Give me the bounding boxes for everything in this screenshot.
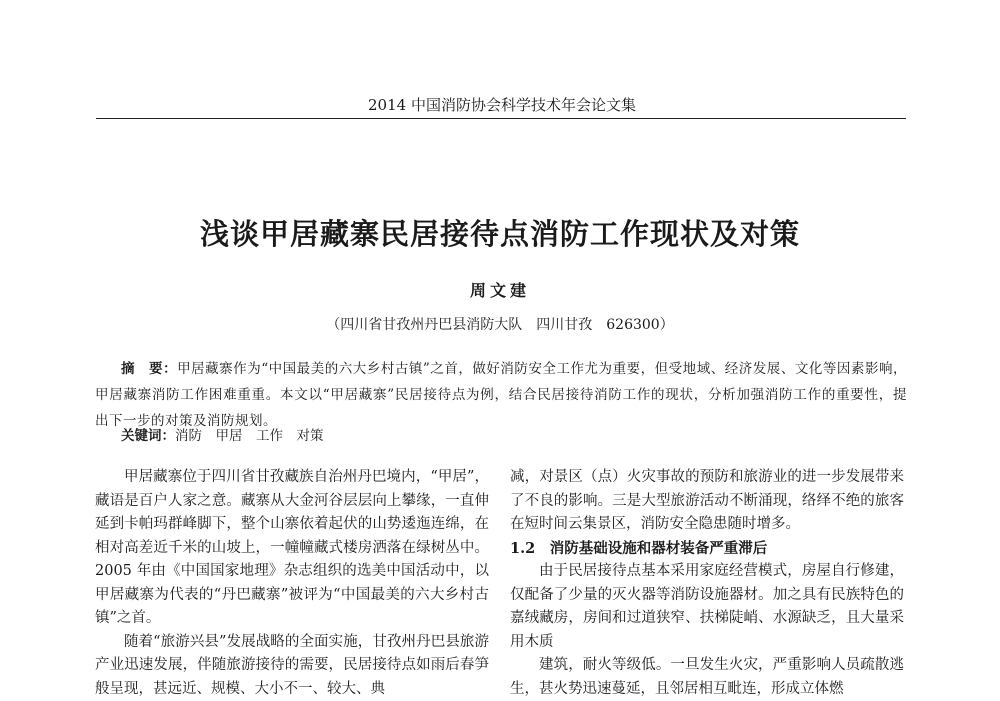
keywords-label: 关键词： (121, 428, 175, 444)
author-name: 周文建 (0, 278, 1000, 301)
header-rule (96, 118, 906, 119)
body-right-column (510, 466, 904, 701)
keywords-text: 消防 甲居 工作 对策 (175, 428, 324, 444)
keywords (121, 426, 901, 446)
paper-title: 浅谈甲居藏寨民居接待点消防工作现状及对策 (0, 212, 1000, 253)
body-paragraph: 由于民居接待点基本采用家庭经营模式，房屋自行修建，仅配备了少量的灭火器等消防设施器材。加之具有民族特色的嘉绒藏房，房间和过道狭窄、扶梯陡峭、水源缺乏，且大量采用木质 (510, 560, 904, 654)
body-paragraph: 建筑，耐火等级低。一旦发生火灾，严重影响人员疏散逃生，甚火势迅速蔓延，且邻居相互毗连，形成立体燃 (510, 654, 904, 701)
body-left-column (95, 466, 489, 701)
abstract (95, 356, 907, 434)
author-affiliation: （四川省甘孜州丹巴县消防大队 四川甘孜 626300） (0, 314, 1000, 334)
abstract-label: 摘 要： (121, 361, 177, 377)
body-paragraph: 减，对景区（点）火灾事故的预防和旅游业的进一步发展带来了不良的影响。三是大型旅游活动不断涌现，络绎不绝的旅客在短时间云集景区，消防安全隐患随时增多。 (510, 466, 904, 537)
abstract-text: 甲居藏寨作为“中国最美的六大乡村古镇”之首，做好消防安全工作尤为重要，但受地域、经济发展、文化等因素影响，甲居藏寨消防工作困难重重。本文以“甲居藏寨”民居接待点为例，结合民居接待消防工作的现状，分析加强消防工作的重要性，提出下一步的对策及消防规划。 (95, 361, 907, 429)
running-header: 2014 中国消防协会科学技术年会论文集 (100, 94, 904, 115)
body-paragraph: 甲居藏寨位于四川省甘孜藏族自治州丹巴境内，“甲居”，藏语是百户人家之意。藏寨从大金河谷层层向上攀缘，一直伸延到卡帕玛群峰脚下，整个山寨依着起伏的山势逶迤连绵，在相对高差近千米的山坡上，一幢幢藏式楼房洒落在绿树丛中。2005 年由《中国国家地理》杂志组织的选美中国活动中，以甲居藏寨为代表的“丹巴藏寨”被评为“中国最美的六大乡村古镇”之首。 (95, 466, 489, 631)
body-paragraph: 随着“旅游兴县”发展战略的全面实施，甘孜州丹巴县旅游产业迅速发展，伴随旅游接待的需要，民居接待点如雨后春笋般呈现，甚远近、规模、大小不一、较大、典 (95, 631, 489, 701)
section-heading: 1.2 消防基础设施和器材装备严重滞后 (510, 537, 904, 561)
